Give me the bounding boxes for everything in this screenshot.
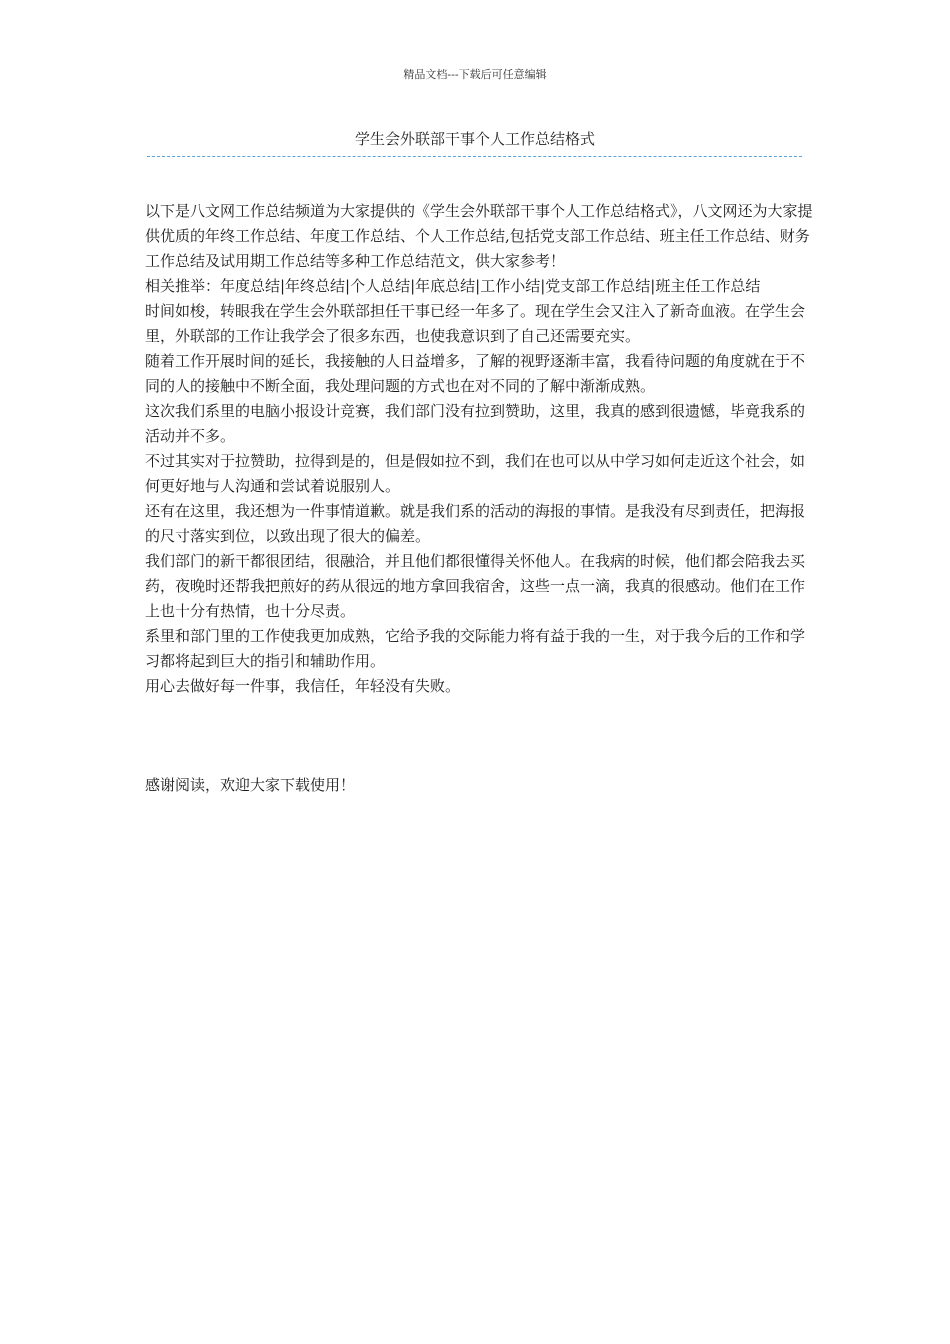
document-body: [145, 199, 815, 699]
paragraph: 系里和部门里的工作使我更加成熟，它给予我的交际能力将有益于我的一生，对于我今后的工作和学习都将起到巨大的指引和辅助作用。: [145, 627, 806, 670]
paragraph: 还有在这里，我还想为一件事情道歉。就是我们系的活动的海报的事情。是我没有尽到责任，把海报的尺寸落实到位，以致出现了很大的偏差。: [145, 502, 806, 545]
paragraph: 时间如梭，转眼我在学生会外联部担任干事已经一年多了。现在学生会又注入了新奇血液。在学生会里，外联部的工作让我学会了很多东西，也使我意识到了自己还需要充实。: [145, 302, 806, 345]
paragraph: 我们部门的新干都很团结，很融洽，并且他们都很懂得关怀他人。在我病的时候，他们都会陪我去买药，夜晚时还帮我把煎好的药从很远的地方拿回我宿舍，这些一点一滴，我真的很感动。他们在工作上也十分有热情，也十分尽责。: [145, 552, 806, 620]
paragraph: 不过其实对于拉赞助，拉得到是的，但是假如拉不到，我们在也可以从中学习如何走近这个社会，如何更好地与人沟通和尝试着说服别人。: [145, 452, 806, 495]
paragraph-intro: 以下是八文网工作总结频道为大家提供的《学生会外联部干事个人工作总结格式》，八文网还为大家提供优质的年终工作总结、年度工作总结、个人工作总结,包括党支部工作总结、班主任工作总结、财务工作总结及试用期工作总结等多种工作总结范文，供大家参考！: [145, 202, 813, 270]
paragraph-related: 相关推举：年度总结|年终总结|个人总结|年底总结|工作小结|党支部工作总结|班主任工作总结: [145, 277, 761, 295]
title-divider: [147, 156, 802, 157]
paragraph: 随着工作开展时间的延长，我接触的人日益增多，了解的视野逐渐丰富，我看待问题的角度就在于不同的人的接触中不断全面，我处理问题的方式也在对不同的了解中渐渐成熟。: [145, 352, 806, 395]
paragraph: 这次我们系里的电脑小报设计竞赛，我们部门没有拉到赞助，这里，我真的感到很遗憾，毕竟我系的活动并不多。: [145, 402, 806, 445]
document-title: 学生会外联部干事个人工作总结格式: [354, 130, 595, 148]
page-header: 精品文档---下载后可任意编辑: [403, 68, 547, 81]
closing-note: 感谢阅读，欢迎大家下载使用！: [145, 776, 356, 794]
paragraph: 用心去做好每一件事，我信任，年轻没有失败。: [145, 677, 461, 695]
